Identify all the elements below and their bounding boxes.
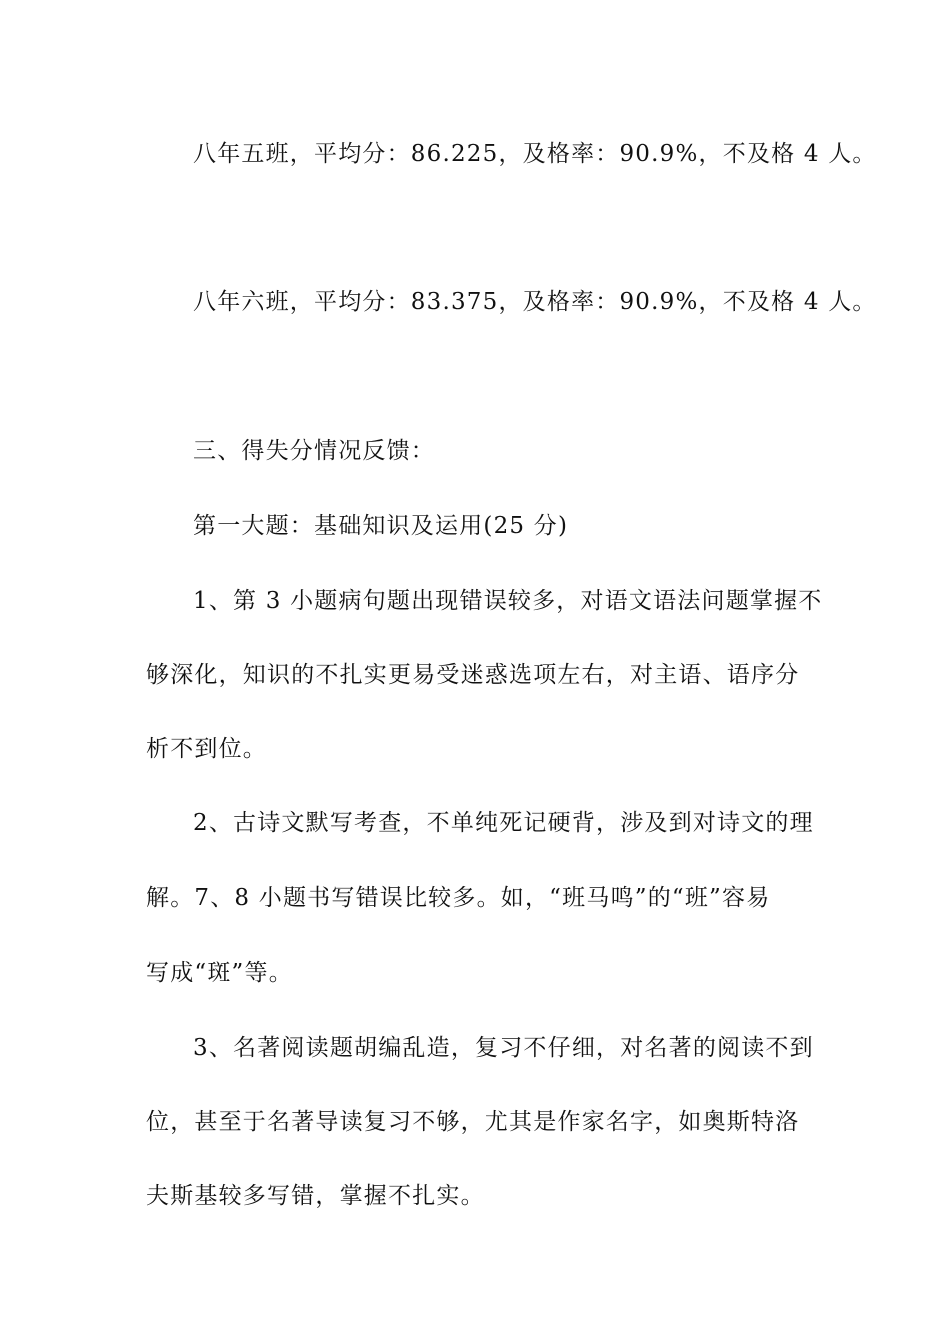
section-heading-feedback: 三、得失分情况反馈：	[193, 438, 435, 464]
paragraph-1-line-2: 够深化，知识的不扎实更易受迷惑选项左右，对主语、语序分	[146, 662, 800, 688]
paragraph-2-line-3: 写成“斑”等。	[146, 960, 293, 986]
paragraph-3-line-1: 3、名著阅读题胡编乱造，复习不仔细，对名著的阅读不到	[193, 1035, 814, 1061]
class-8-6-stats: 八年六班，平均分：83.375，及格率：90.9%，不及格 4 人。	[193, 289, 877, 315]
paragraph-1-line-3: 析不到位。	[146, 736, 267, 762]
paragraph-3-line-3: 夫斯基较多写错，掌握不扎实。	[146, 1183, 485, 1209]
paragraph-2-line-2: 解。7、8 小题书写错误比较多。如，“班马鸣”的“班”容易	[146, 885, 771, 911]
paragraph-3-line-2: 位，甚至于名著导读复习不够，尤其是作家名字，如奥斯特洛	[146, 1109, 800, 1135]
part-one-heading: 第一大题：基础知识及运用(25 分)	[193, 513, 569, 539]
paragraph-1-line-1: 1、第 3 小题病句题出现错误较多，对语文语法问题掌握不	[193, 588, 823, 614]
paragraph-2-line-1: 2、古诗文默写考查，不单纯死记硬背，涉及到对诗文的理	[193, 810, 814, 836]
class-8-5-stats: 八年五班，平均分：86.225，及格率：90.9%，不及格 4 人。	[193, 141, 877, 167]
